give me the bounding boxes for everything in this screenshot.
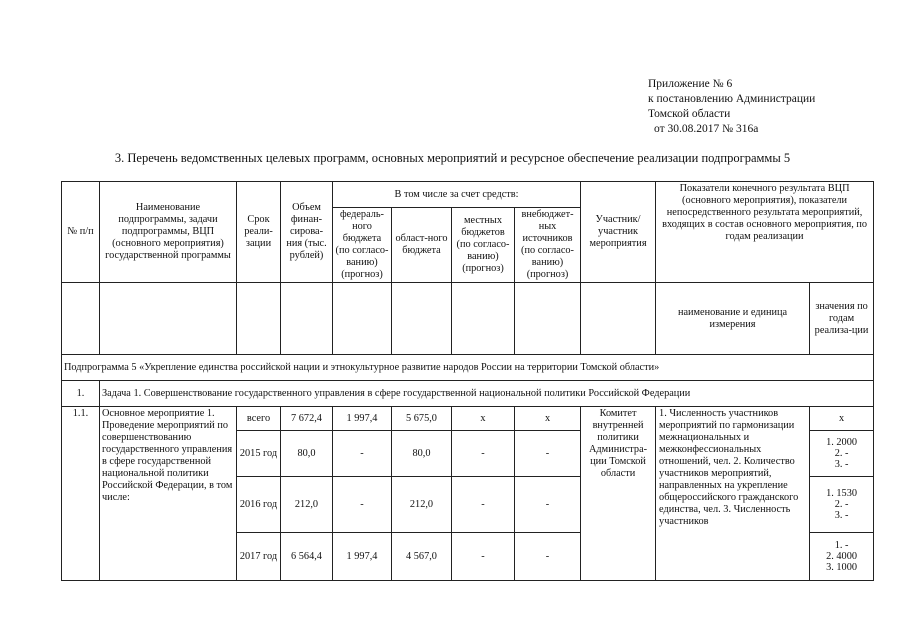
local-cell: - [452, 533, 515, 581]
indicator-value: 3. - [834, 510, 849, 521]
indicator-value: 3. - [834, 459, 849, 470]
col-header-local: местных бюджетов (по согласо-ванию) (прогноз) [452, 208, 515, 283]
regional-cell: 212,0 [392, 477, 452, 533]
extra-cell: - [515, 477, 581, 533]
extra-cell: - [515, 431, 581, 477]
subprogram-title: Подпрограмма 5 «Укрепление единства российской нации и этнокультурное развитие народов России на территории Томской области» [62, 355, 874, 381]
task-row [62, 381, 874, 407]
indicator-values-cell [810, 407, 874, 431]
local-cell: - [452, 431, 515, 477]
term-cell: 2016 год [237, 477, 281, 533]
col-header-indicators: Показатели конечного результата ВЦП (основного мероприятия), показатели непосредственного результата мероприятий, входящих в состав основного мероприятия, по годам реализации [656, 182, 874, 283]
col-header-participant: Участник/ участник мероприятия [581, 182, 656, 283]
indicator-value: 2. - [834, 448, 849, 459]
indicator-value: 2. - [834, 499, 849, 510]
participant-cell: Комитет внутренней политики Администра-ции Томской области [581, 407, 656, 581]
indicator-value: 2. 4000 [826, 551, 857, 562]
federal-cell: 1 997,4 [333, 533, 392, 581]
col-header-sources: В том числе за счет средств: [333, 182, 581, 208]
indicator-value: х [838, 413, 845, 424]
regional-cell: 80,0 [392, 431, 452, 477]
extra-cell: - [515, 533, 581, 581]
term-cell: всего [237, 407, 281, 431]
indicator-value: 1. - [834, 540, 849, 551]
volume-cell: 7 672,4 [281, 407, 333, 431]
appendix-block [648, 77, 815, 137]
col-header-name: Наименование подпрограммы, задачи подпрограммы, ВЦП (основного мероприятия) государственной программы [100, 182, 237, 283]
col-header-regional: област-ного бюджета [392, 208, 452, 283]
appendix-line: к постановлению Администрации [648, 93, 816, 105]
regional-cell: 5 675,0 [392, 407, 452, 431]
indicator-values-cell [810, 477, 874, 533]
appendix-line: Томской области [648, 108, 731, 120]
federal-cell: - [333, 431, 392, 477]
program-table [61, 181, 874, 581]
appendix-line: от 30.08.2017 № 316а [654, 123, 759, 135]
header-row [62, 283, 874, 355]
local-cell: - [452, 477, 515, 533]
local-cell: х [452, 407, 515, 431]
task-num: 1. [62, 381, 100, 407]
extra-cell: х [515, 407, 581, 431]
task-title: Задача 1. Совершенствование государственного управления в сфере государственной национальной политики Российской Федерации [100, 381, 874, 407]
regional-cell: 4 567,0 [392, 533, 452, 581]
term-cell: 2017 год [237, 533, 281, 581]
term-cell: 2015 год [237, 431, 281, 477]
page-title: 3. Перечень ведомственных целевых программ, основных мероприятий и ресурсное обеспечение реализации подпрограммы 5 [114, 151, 791, 165]
indicator-value: 1. 1530 [826, 488, 857, 499]
indicator-values-cell [810, 533, 874, 581]
appendix-line: Приложение № 6 [648, 78, 733, 90]
federal-cell: 1 997,4 [333, 407, 392, 431]
col-header-federal: федераль-ного бюджета (по согласо-ванию) (прогноз) [333, 208, 392, 283]
col-header-volume: Объем финан-сирова-ния (тыс. рублей) [281, 182, 333, 283]
activity-num: 1.1. [62, 407, 100, 581]
volume-cell: 80,0 [281, 431, 333, 477]
col-header-extrabudget: внебюджет-ных источников (по согласо-ванию) (прогноз) [515, 208, 581, 283]
federal-cell: - [333, 477, 392, 533]
header-row [62, 182, 874, 208]
activity-name: Основное мероприятие 1. Проведение мероприятий по совершенствованию государственного управления в сфере государственной национальной политики Российской Федерации, в том числе: [100, 407, 237, 581]
indicator-value: 3. 1000 [826, 562, 857, 573]
col-header-indicator-name: наименование и единица измерения [656, 283, 810, 355]
volume-cell: 212,0 [281, 477, 333, 533]
col-header-term: Срок реали-зации [237, 182, 281, 283]
table-row [62, 407, 874, 431]
indicator-name-cell: 1. Численность участников мероприятий по гармонизации межнациональных и межконфессиональных отношений, чел. 2. Количество участников мероприятий, направленных на укрепление общероссийского гражданского единства, чел. 3. Численность участников [656, 407, 810, 581]
subprogram-row [62, 355, 874, 381]
volume-cell: 6 564,4 [281, 533, 333, 581]
col-header-indicator-values: значения по годам реализа-ции [810, 283, 874, 355]
col-header-num: № п/п [62, 182, 100, 283]
indicator-value: 1. 2000 [826, 437, 857, 448]
indicator-values-cell [810, 431, 874, 477]
